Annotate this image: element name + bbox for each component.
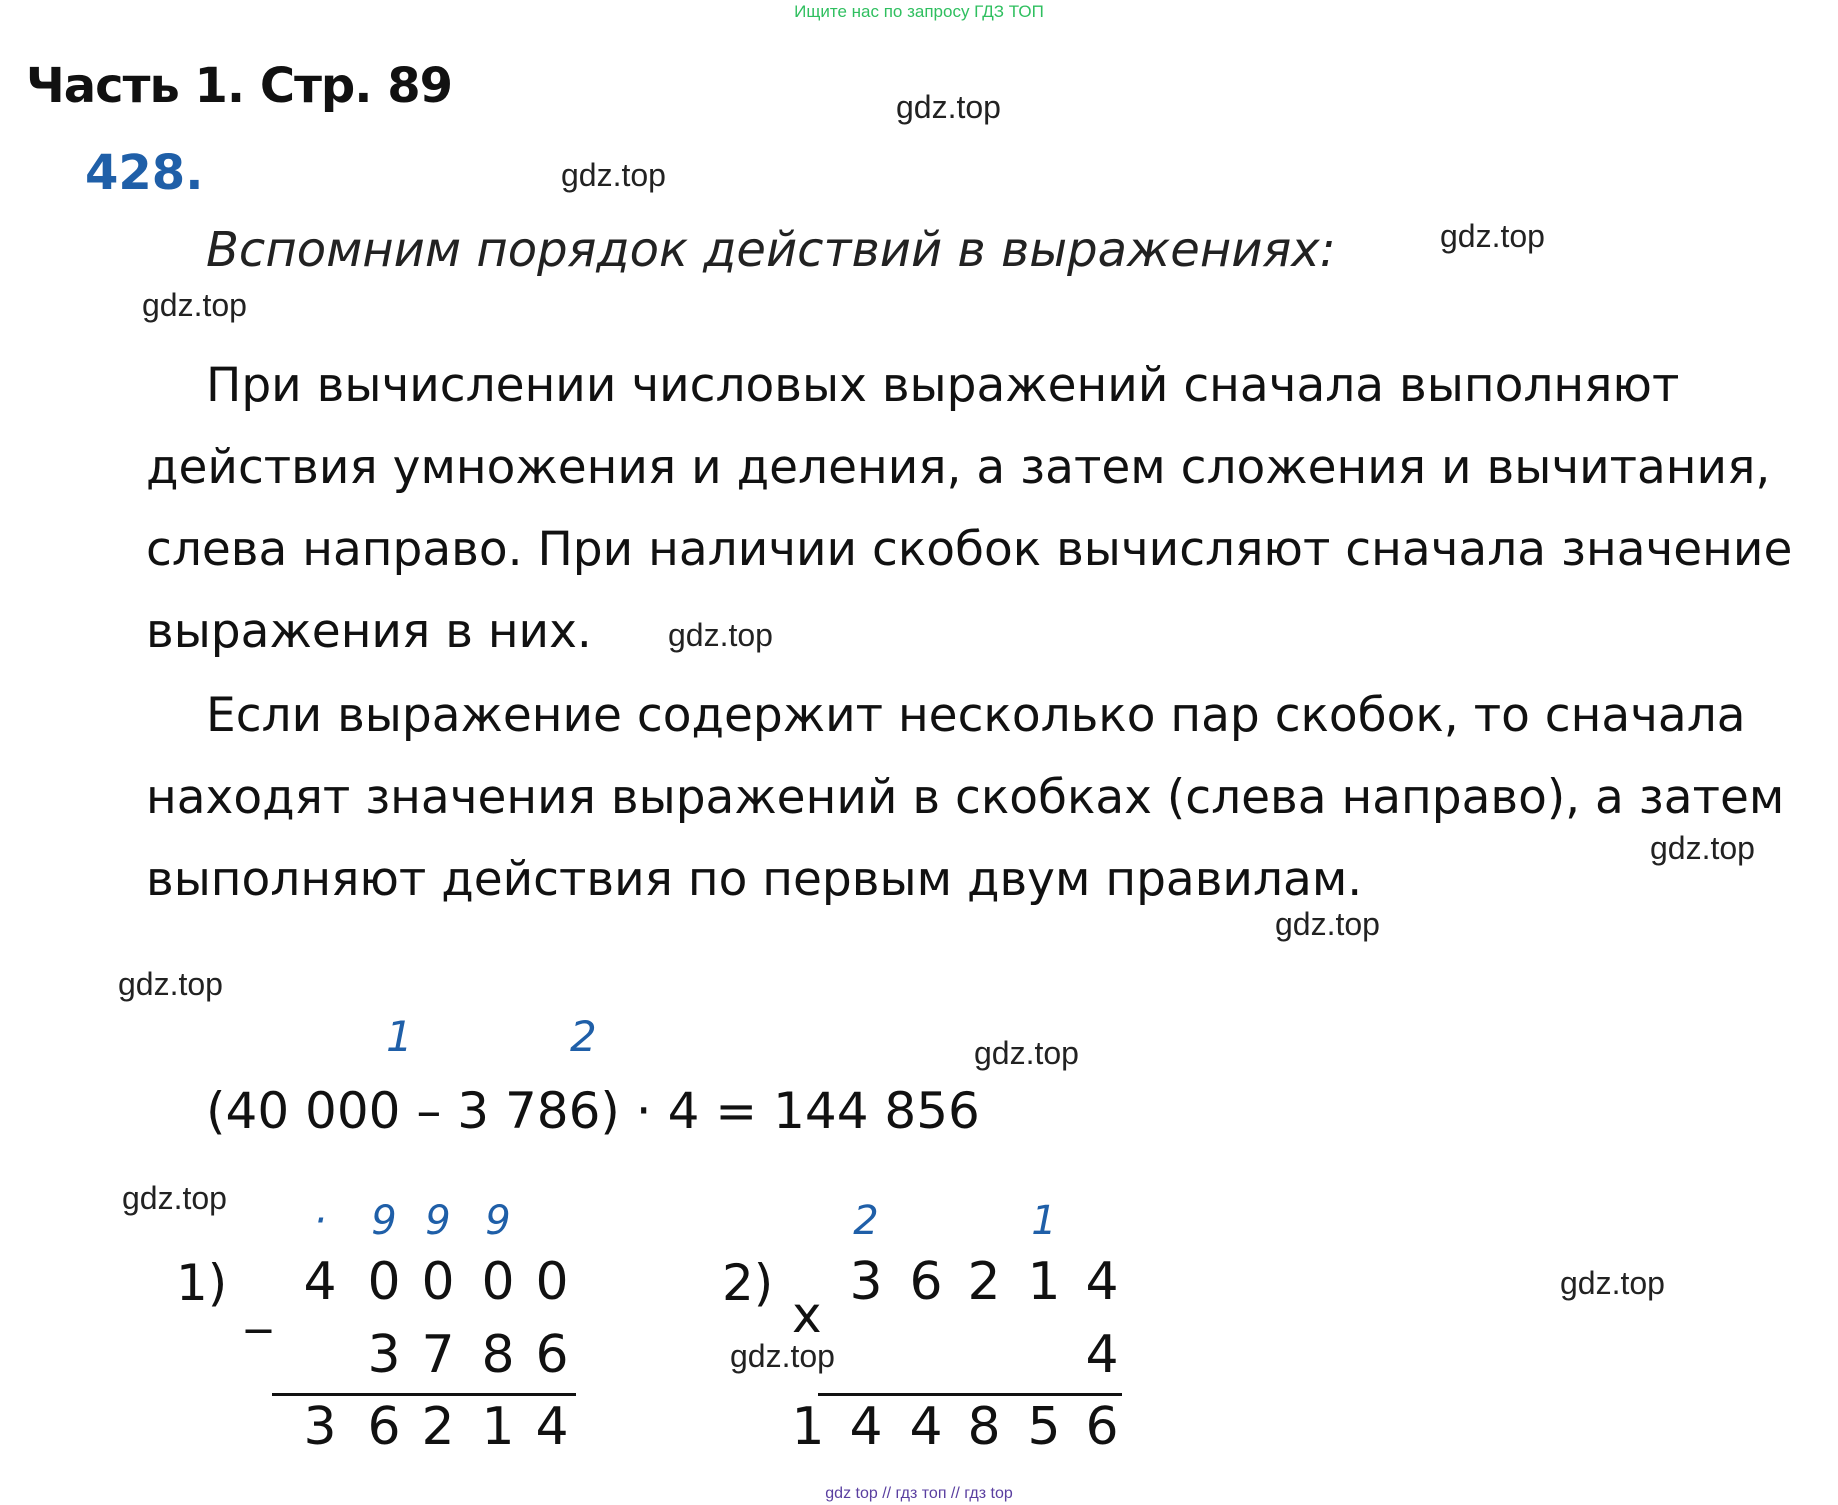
watermark: gdz.top [974, 1035, 1079, 1071]
watermark: gdz.top [561, 157, 666, 193]
product-digit: 1 [791, 1397, 825, 1457]
carry-mark: 1 [1031, 1198, 1057, 1244]
subtrahend-digit: 3 [367, 1325, 401, 1385]
order-mark: 2 [570, 1012, 597, 1061]
multiply-sign: x [792, 1286, 822, 1344]
borrow-mark: · [313, 1198, 327, 1244]
bottom-banner: gdz top // гдз топ // гдз top [825, 1485, 1013, 1502]
multiplicand-digit: 3 [849, 1252, 883, 1312]
subtrahend-digit: 7 [421, 1325, 455, 1385]
multiplicand-digit: 4 [1085, 1252, 1119, 1312]
top-banner: Ищите нас по запросу ГДЗ ТОП [794, 2, 1044, 21]
difference-digit: 3 [303, 1397, 337, 1457]
difference-digit: 4 [535, 1397, 569, 1457]
carry-mark: 2 [853, 1198, 879, 1244]
multiplication-line [818, 1393, 1122, 1396]
minuend-digit: 0 [481, 1252, 515, 1312]
expression: (40 000 – 3 786) · 4 = 144 856 [206, 1082, 980, 1140]
watermark: gdz.top [122, 1180, 227, 1216]
watermark: gdz.top [118, 966, 223, 1002]
product-digit: 4 [849, 1397, 883, 1457]
rule-line: выполняют действия по первым двум правилам. [146, 852, 1363, 907]
multiplicand-digit: 2 [967, 1252, 1001, 1312]
step1-label: 1) [176, 1254, 228, 1312]
watermark: gdz.top [730, 1338, 835, 1374]
watermark: gdz.top [142, 287, 247, 323]
multiplicand-digit: 6 [909, 1252, 943, 1312]
watermark: gdz.top [1650, 830, 1755, 866]
minuend-digit: 4 [303, 1252, 337, 1312]
product-digit: 8 [967, 1397, 1001, 1457]
minuend-digit: 0 [367, 1252, 401, 1312]
page-title: Часть 1. Стр. 89 [26, 58, 453, 114]
subtrahend-digit: 8 [481, 1325, 515, 1385]
subtrahend-digit: 6 [535, 1325, 569, 1385]
product-digit: 5 [1027, 1397, 1061, 1457]
borrow-mark: 9 [371, 1198, 397, 1244]
product-digit: 6 [1085, 1397, 1119, 1457]
multiplicand-digit: 1 [1027, 1252, 1061, 1312]
rule-line: Если выражение содержит несколько пар скобок, то сначала [206, 688, 1746, 743]
difference-digit: 2 [421, 1397, 455, 1457]
task-number: 428. [85, 145, 204, 201]
watermark: gdz.top [1440, 218, 1545, 254]
watermark: gdz.top [1275, 906, 1380, 942]
difference-digit: 6 [367, 1397, 401, 1457]
watermark: gdz.top [1560, 1265, 1665, 1301]
minus-sign: _ [246, 1275, 271, 1333]
watermark: gdz.top [668, 617, 773, 653]
step2-label: 2) [722, 1254, 774, 1312]
borrow-mark: 9 [425, 1198, 451, 1244]
order-mark: 1 [386, 1012, 413, 1061]
borrow-mark: 9 [485, 1198, 511, 1244]
difference-digit: 1 [481, 1397, 515, 1457]
multiplier-digit: 4 [1085, 1325, 1119, 1385]
rule-line: слева направо. При наличии скобок вычисляют сначала значение [146, 522, 1793, 577]
subtraction-line [272, 1393, 576, 1396]
product-digit: 4 [909, 1397, 943, 1457]
rule-line: действия умножения и деления, а затем сложения и вычитания, [146, 440, 1771, 495]
rule-line: выражения в них. [146, 604, 592, 659]
minuend-digit: 0 [421, 1252, 455, 1312]
rule-line: При вычислении числовых выражений сначала выполняют [206, 358, 1680, 413]
rule-line: находят значения выражений в скобках (слева направо), а затем [146, 770, 1785, 825]
minuend-digit: 0 [535, 1252, 569, 1312]
watermark: gdz.top [896, 89, 1001, 125]
rule-heading: Вспомним порядок действий в выражениях: [206, 222, 1336, 278]
